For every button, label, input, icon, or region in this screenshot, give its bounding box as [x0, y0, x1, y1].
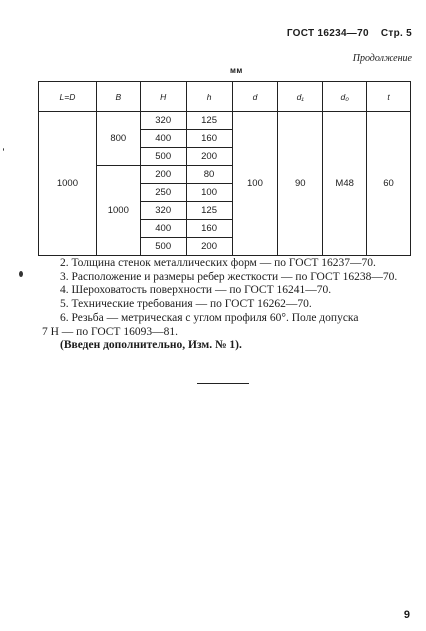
d0-cell: M48 — [323, 112, 367, 256]
header-cell: t — [367, 82, 411, 112]
height-cell: 250 — [140, 184, 186, 202]
header-cell: L=D — [39, 82, 97, 112]
height-cell: 320 — [140, 202, 186, 220]
h-cell: 160 — [186, 130, 232, 148]
height-cell: 500 — [140, 148, 186, 166]
header-cell: d₀ — [323, 82, 367, 112]
continuation-label: Продолжение — [352, 53, 412, 64]
h-cell: 125 — [186, 112, 232, 130]
page-number: 9 — [403, 609, 410, 621]
note-item: 2. Толщина стенок металлических форм — по ГОСТ 16237—70. — [60, 257, 376, 269]
scan-speck — [3, 148, 4, 151]
header-cell: H — [140, 82, 186, 112]
d1-cell: 90 — [278, 112, 323, 256]
height-cell: 400 — [140, 130, 186, 148]
h-cell: 125 — [186, 202, 232, 220]
length-cell: 1000 — [39, 112, 97, 256]
notes-section — [42, 257, 410, 353]
height-cell: 320 — [140, 112, 186, 130]
standard-designation: ГОСТ 16234—70 — [286, 28, 369, 39]
header-cell: d — [232, 82, 278, 112]
note-item: 3. Расположение и размеры ребер жесткости — по ГОСТ 16238—70. — [60, 270, 398, 283]
scan-speck — [19, 271, 23, 277]
height-cell: 500 — [140, 238, 186, 256]
note-item: 6. Резьба — метрическая с углом профиля 60°. Поле допуска — [60, 311, 359, 324]
header-cell: h — [186, 82, 232, 112]
h-cell: 80 — [186, 166, 232, 184]
d-cell: 100 — [232, 112, 278, 256]
h-cell: 200 — [186, 238, 232, 256]
h-cell: 200 — [186, 148, 232, 166]
table-row — [39, 112, 411, 130]
width-cell: 800 — [96, 112, 140, 166]
header-cell: B — [96, 82, 140, 112]
height-cell: 200 — [140, 166, 186, 184]
width-cell: 1000 — [96, 166, 140, 256]
section-divider — [197, 383, 249, 384]
h-cell: 160 — [186, 220, 232, 238]
height-cell: 400 — [140, 220, 186, 238]
note-item: 7 H — по ГОСТ 16093—81. — [42, 325, 178, 338]
t-cell: 60 — [367, 112, 411, 256]
dimensions-table — [38, 81, 411, 256]
page-header — [287, 28, 412, 39]
note-item: 5. Технические требования — по ГОСТ 16262—70. — [60, 298, 312, 311]
note-item: 4. Шероховатость поверхности — по ГОСТ 16241—70. — [60, 284, 332, 297]
amendment-note: (Введен дополнительно, Изм. № 1). — [60, 339, 242, 352]
table-header-row — [39, 82, 411, 112]
h-cell: 100 — [186, 184, 232, 202]
unit-label: мм — [230, 66, 243, 75]
page-label: Стр. 5 — [380, 28, 412, 39]
header-cell: d₁ — [278, 82, 323, 112]
